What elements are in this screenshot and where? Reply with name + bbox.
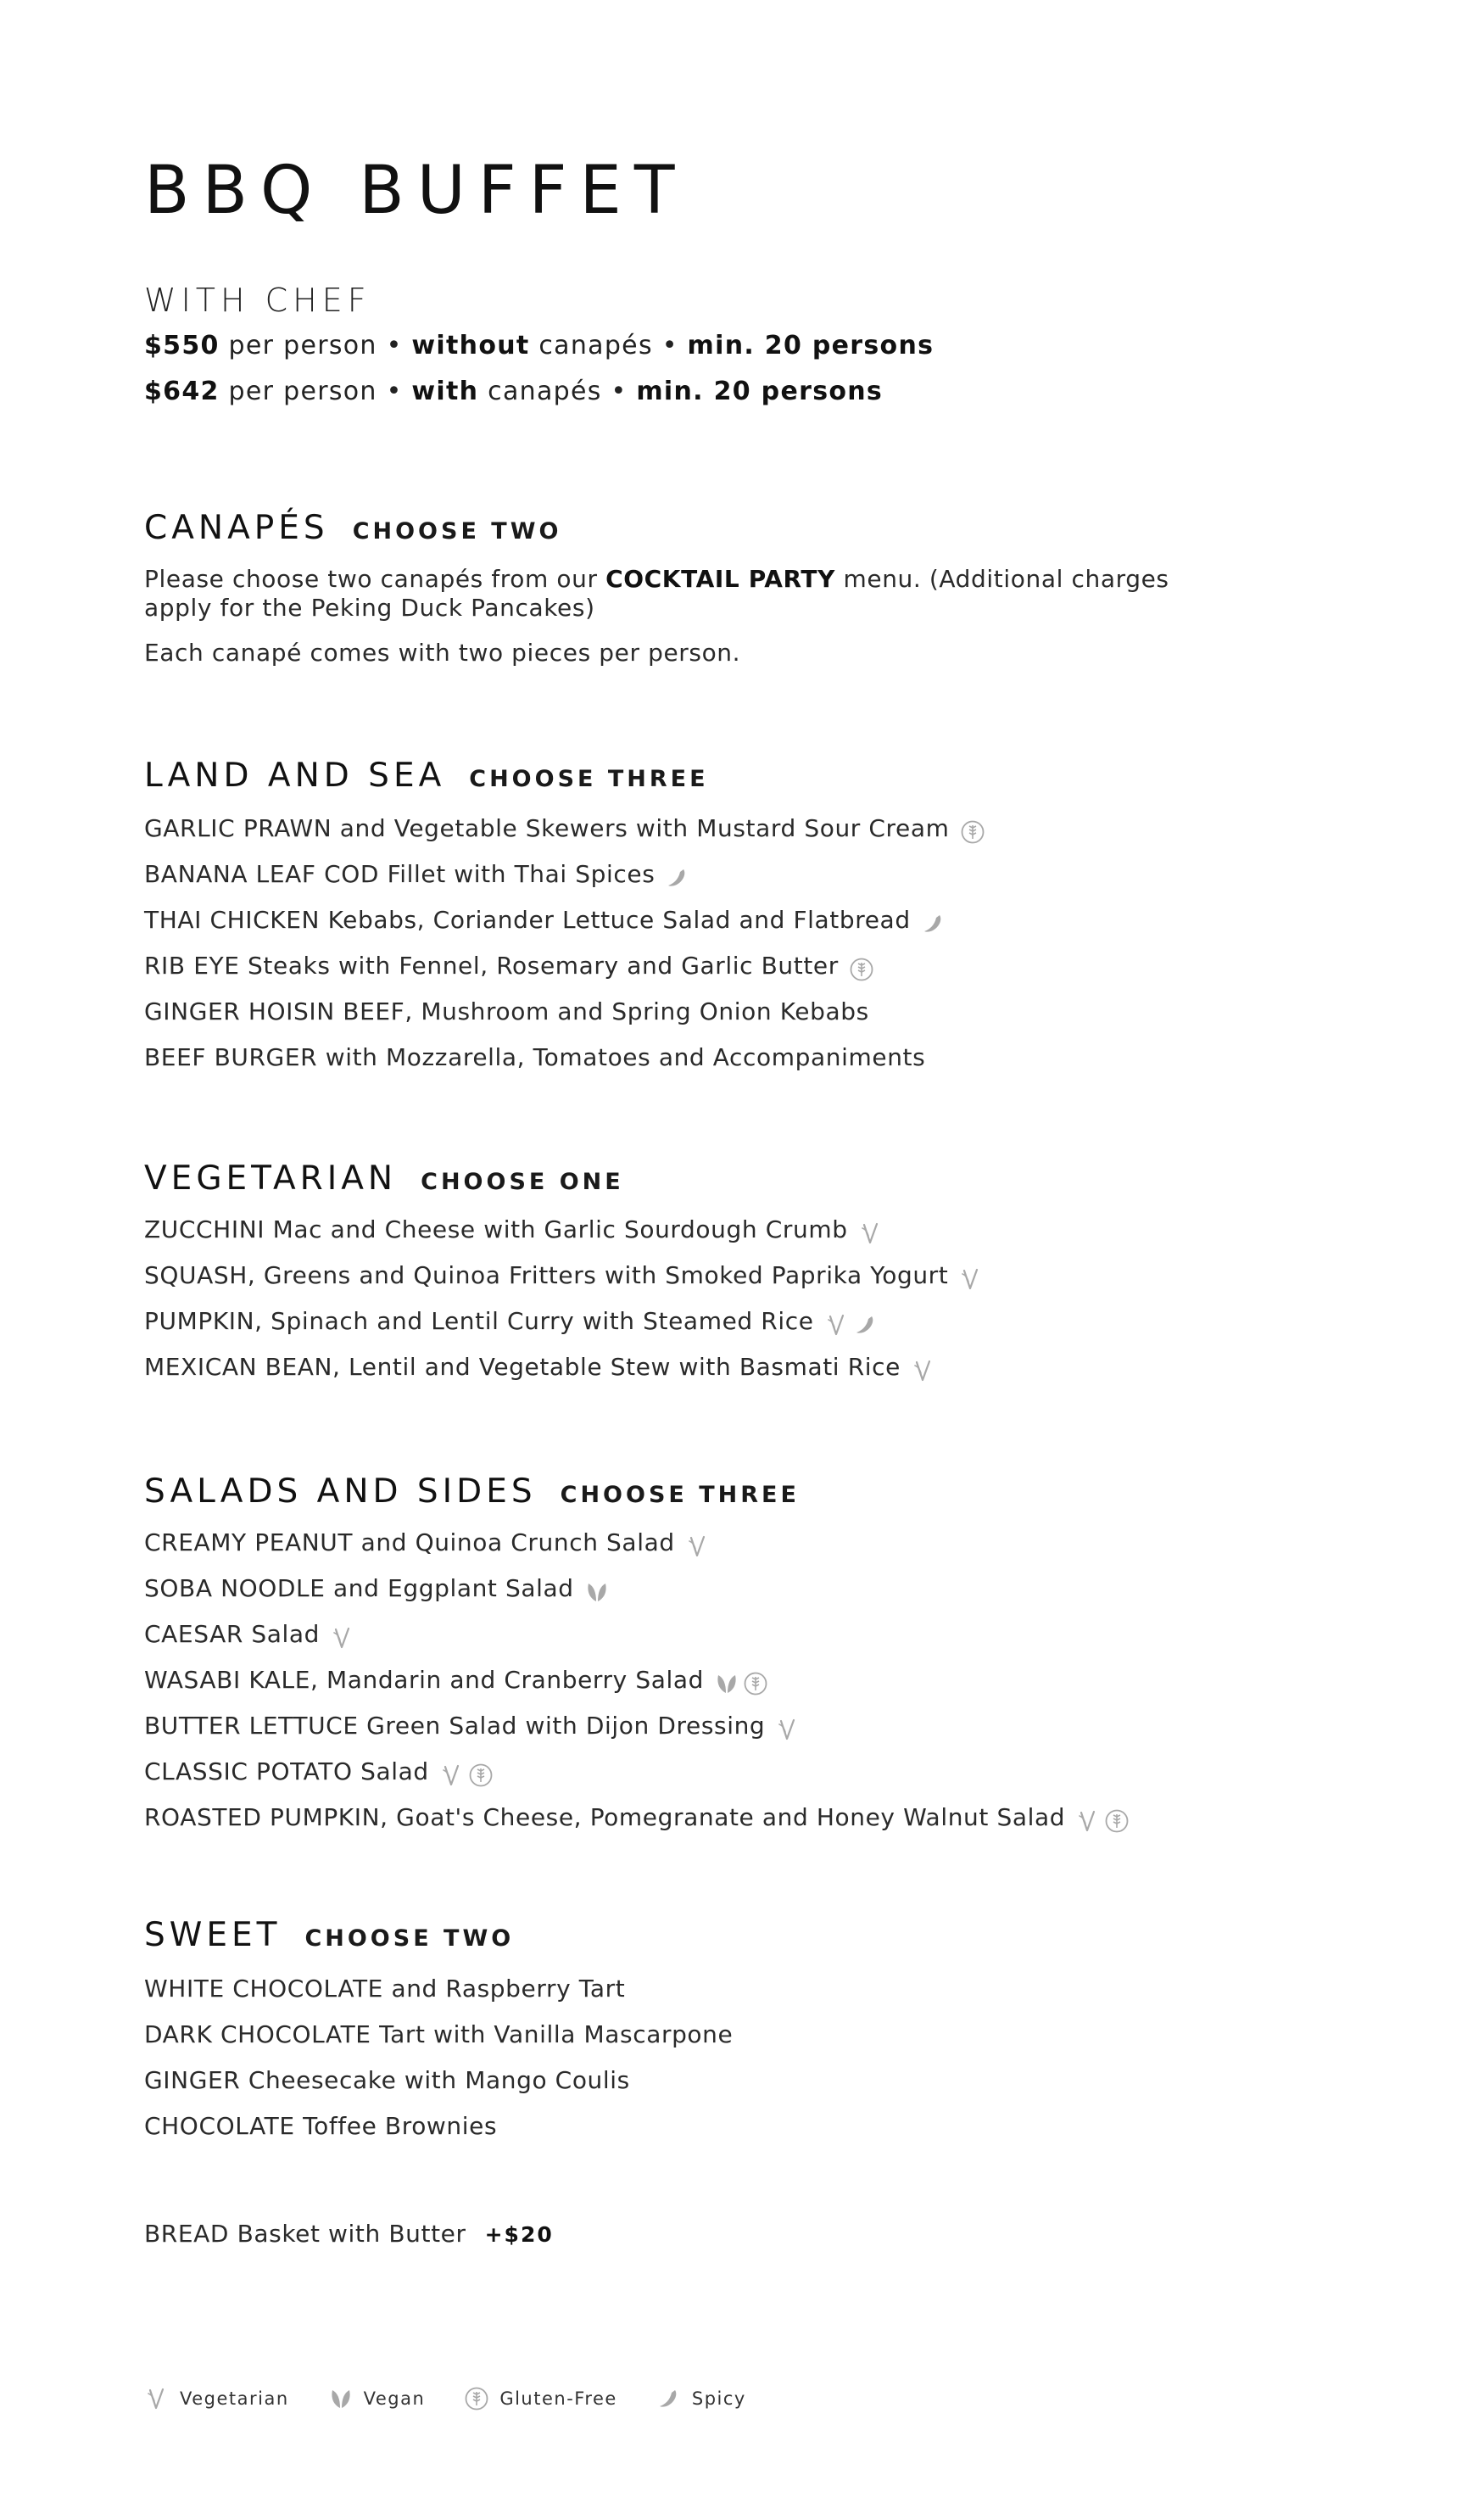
price-mode: with xyxy=(411,377,479,406)
vegetarian-icon xyxy=(775,1717,801,1742)
menu-item xyxy=(144,1757,497,1788)
menu-item xyxy=(144,1977,625,2001)
spicy-icon xyxy=(853,1312,879,1338)
price-minimum: min. 20 persons xyxy=(687,331,934,360)
item-text: DARK CHOCOLATE Tart with Vanilla Mascarpone xyxy=(144,2020,734,2048)
menu-item xyxy=(144,1043,926,1071)
item-text: BANANA LEAF COD Fillet with Thai Spices xyxy=(144,860,656,888)
menu-item xyxy=(144,1307,882,1338)
section-title: VEGETARIAN xyxy=(144,1159,398,1198)
section-heading-sweet xyxy=(144,1916,515,1954)
menu-item xyxy=(144,2020,734,2048)
extra-price: +$20 xyxy=(484,2222,554,2247)
legend-label: Gluten-Free xyxy=(499,2388,617,2409)
section-choose-label: CHOOSE THREE xyxy=(560,1482,800,1508)
cocktail-party-menu-name: COCKTAIL PARTY xyxy=(605,565,835,593)
legend-label: Spicy xyxy=(691,2388,746,2409)
item-text: BEEF BURGER with Mozzarella, Tomatoes and Accompaniments xyxy=(144,1043,926,1071)
canapes-description xyxy=(144,565,1213,623)
legend-item-vegetarian xyxy=(144,2386,289,2411)
menu-item xyxy=(144,1668,772,1696)
bread-basket-extra xyxy=(144,2222,554,2246)
section-choose-label: CHOOSE TWO xyxy=(304,1925,515,1952)
price-mode: without xyxy=(411,331,530,360)
menu-item xyxy=(144,997,869,1025)
item-text: ROASTED PUMPKIN, Goat's Cheese, Pomegranate and Honey Walnut Salad xyxy=(144,1803,1066,1831)
item-text: ZUCCHINI Mac and Cheese with Garlic Sourdough Crumb xyxy=(144,1215,848,1243)
price-minimum: min. 20 persons xyxy=(636,377,884,406)
menu-title: BBQ BUFFET xyxy=(144,153,688,229)
item-text: PUMPKIN, Spinach and Lentil Curry with Steamed Rice xyxy=(144,1307,814,1335)
spicy-icon xyxy=(665,865,690,891)
section-title: CANAPÉS xyxy=(144,509,329,547)
legend-item-gluten-free xyxy=(464,2386,617,2411)
section-title: SALADS AND SIDES xyxy=(144,1472,537,1511)
menu-item xyxy=(144,1355,940,1383)
vegetarian-icon xyxy=(824,1312,850,1338)
dietary-legend xyxy=(144,2383,785,2414)
item-text: MEXICAN BEAN, Lentil and Vegetable Stew with Basmati Rice xyxy=(144,1353,901,1381)
menu-item xyxy=(144,1574,613,1605)
menu-item xyxy=(144,954,878,982)
menu-item xyxy=(144,1215,887,1246)
description-text: menu. (Additional charges apply for the Peking Duck Pancakes) xyxy=(144,565,1169,622)
menu-item xyxy=(144,1261,987,1292)
section-choose-label: CHOOSE ONE xyxy=(421,1169,624,1195)
price-line-with-canapes xyxy=(144,379,883,405)
item-text: WASABI KALE, Mandarin and Cranberry Salad xyxy=(144,1666,704,1694)
item-text: RIB EYE Steaks with Fennel, Rosemary and Garlic Butter xyxy=(144,952,839,980)
description-text: Please choose two canapés from our xyxy=(144,565,606,593)
item-text: GINGER HOISIN BEEF, Mushroom and Spring Onion Kebabs xyxy=(144,997,869,1025)
spicy-icon xyxy=(921,911,946,936)
price-suffix: canapés • xyxy=(478,377,637,406)
vegan-icon xyxy=(328,2386,354,2411)
price-amount: $550 xyxy=(144,331,220,360)
vegan-icon xyxy=(714,1671,739,1696)
gluten-free-icon xyxy=(743,1671,768,1696)
menu-subtitle: WITH CHEF xyxy=(144,282,371,319)
price-suffix: canapés • xyxy=(529,331,688,360)
price-line-without-canapes xyxy=(144,333,934,359)
spicy-icon xyxy=(656,2386,682,2411)
item-text: CAESAR Salad xyxy=(144,1620,321,1648)
vegetarian-icon xyxy=(858,1221,884,1246)
legend-label: Vegan xyxy=(363,2388,426,2409)
item-text: BUTTER LETTUCE Green Salad with Dijon Dressing xyxy=(144,1712,766,1740)
canapes-note: Each canapé comes with two pieces per person. xyxy=(144,639,741,667)
menu-item xyxy=(144,860,694,891)
gluten-free-icon xyxy=(1104,1808,1130,1834)
menu-item xyxy=(144,1620,359,1651)
section-heading-land-and-sea xyxy=(144,757,709,795)
section-title: SWEET xyxy=(144,1916,282,1954)
price-amount: $642 xyxy=(144,377,220,406)
section-heading-vegetarian xyxy=(144,1159,624,1198)
vegan-icon xyxy=(584,1579,610,1605)
gluten-free-icon xyxy=(468,1763,494,1788)
menu-item xyxy=(144,908,950,936)
gluten-free-icon xyxy=(960,819,985,845)
item-text: BREAD Basket with Butter xyxy=(144,2220,466,2248)
item-text: THAI CHICKEN Kebabs, Coriander Lettuce Salad and Flatbread xyxy=(144,906,911,934)
vegetarian-icon xyxy=(439,1763,465,1788)
vegetarian-icon xyxy=(144,2386,170,2411)
item-text: CLASSIC POTATO Salad xyxy=(144,1757,429,1785)
legend-item-spicy xyxy=(656,2386,746,2411)
legend-label: Vegetarian xyxy=(180,2388,289,2409)
section-title: LAND AND SEA xyxy=(144,757,446,795)
item-text: WHITE CHOCOLATE and Raspberry Tart xyxy=(144,1975,626,2003)
section-choose-label: CHOOSE THREE xyxy=(469,766,709,792)
menu-item xyxy=(144,1528,714,1559)
section-heading-canapes xyxy=(144,511,561,545)
section-choose-label: CHOOSE TWO xyxy=(352,518,562,545)
item-text: CHOCOLATE Toffee Brownies xyxy=(144,2112,498,2140)
menu-item xyxy=(144,2112,498,2140)
vegetarian-icon xyxy=(1075,1808,1101,1834)
legend-item-vegan xyxy=(328,2386,426,2411)
gluten-free-icon xyxy=(464,2386,489,2411)
menu-item xyxy=(144,1714,804,1742)
menu-item xyxy=(144,814,989,845)
vegetarian-icon xyxy=(911,1358,936,1383)
item-text: CREAMY PEANUT and Quinoa Crunch Salad xyxy=(144,1528,675,1556)
gluten-free-icon xyxy=(849,957,874,982)
price-unit: per person • xyxy=(219,377,412,406)
item-text: GINGER Cheesecake with Mango Coulis xyxy=(144,2066,630,2094)
vegetarian-icon xyxy=(685,1534,711,1559)
menu-item xyxy=(144,2066,630,2094)
menu-item xyxy=(144,1803,1133,1834)
vegetarian-icon xyxy=(958,1266,984,1292)
item-text: SOBA NOODLE and Eggplant Salad xyxy=(144,1574,574,1602)
item-text: GARLIC PRAWN and Vegetable Skewers with Mustard Sour Cream xyxy=(144,814,950,842)
vegetarian-icon xyxy=(330,1625,355,1651)
item-text: SQUASH, Greens and Quinoa Fritters with Smoked Paprika Yogurt xyxy=(144,1261,949,1289)
section-heading-salads-and-sides xyxy=(144,1472,800,1511)
price-unit: per person • xyxy=(219,331,412,360)
